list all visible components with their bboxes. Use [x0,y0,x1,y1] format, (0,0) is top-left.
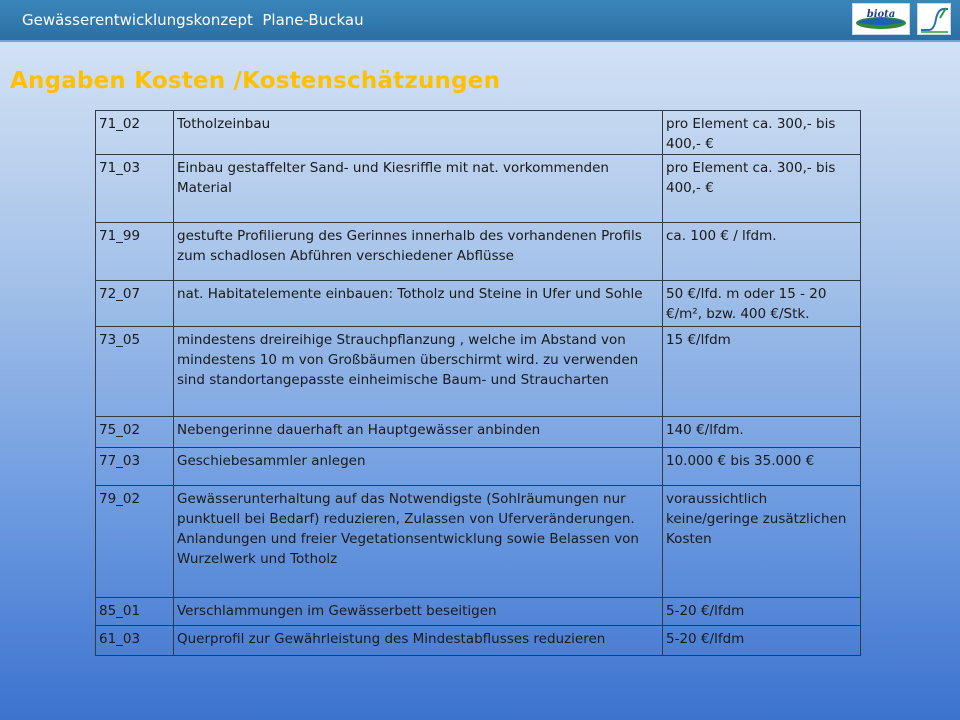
cost-cell: 50 €/lfd. m oder 15 - 20 €/m², bzw. 400 €/Stk. [663,281,861,327]
code-cell: 73_05 [96,327,174,417]
table-row [96,281,861,327]
cost-cell: pro Element ca. 300,- bis 400,- € [663,111,861,155]
cost-cell: 15 €/lfdm [663,327,861,417]
biota-logo [852,3,910,35]
page-title: Angaben Kosten /Kostenschätzungen [10,68,501,94]
table-row [96,598,861,626]
measure-cell: Querprofil zur Gewährleistung des Mindestabflusses reduzieren [174,626,663,656]
measure-cell: Geschiebesammler anlegen [174,448,663,486]
cost-cell: ca. 100 € / lfdm. [663,223,861,281]
table-row [96,448,861,486]
measure-cell: gestufte Profilierung des Gerinnes innerhalb des vorhandenen Profils zum schadlosen Abführen verschiedener Abflüsse [174,223,663,281]
code-cell: 79_02 [96,486,174,598]
measure-cell: nat. Habitatelemente einbauen: Totholz und Steine in Ufer und Sohle [174,281,663,327]
code-cell: 85_01 [96,598,174,626]
table-row [96,111,861,155]
curve-logo [917,3,951,35]
logo-text: biota [866,9,896,20]
measure-cell: Nebengerinne dauerhaft an Hauptgewässer anbinden [174,417,663,448]
measure-cell: Verschlammungen im Gewässerbett beseitigen [174,598,663,626]
table-row [96,486,861,598]
header-bar [0,0,960,42]
code-cell: 71_99 [96,223,174,281]
measure-cell: mindestens dreireihige Strauchpflanzung , welche im Abstand von mindestens 10 m von Großbäumen überschirmt wird. zu verwenden sind standortangepasste einheimische Baum- und Straucharten [174,327,663,417]
cost-cell: 10.000 € bis 35.000 € [663,448,861,486]
code-cell: 71_02 [96,111,174,155]
code-cell: 77_03 [96,448,174,486]
cost-cell: 5-20 €/lfdm [663,598,861,626]
code-cell: 72_07 [96,281,174,327]
presentation-title: Gewässerentwicklungskonzept Plane-Buckau [22,11,364,29]
table-row [96,327,861,417]
cost-cell: voraussichtlich keine/geringe zusätzlichen Kosten [663,486,861,598]
cost-cell: 140 €/lfdm. [663,417,861,448]
table-row [96,155,861,223]
table-row [96,626,861,656]
measure-cell: Gewässerunterhaltung auf das Notwendigste (Sohlräumungen nur punktuell bei Bedarf) reduzieren, Zulassen von Uferveränderungen. Anlandungen und freier Vegetationsentwicklung sowie Belassen von Wurzelwerk und Totholz [174,486,663,598]
code-cell: 75_02 [96,417,174,448]
cost-table [95,110,861,656]
measure-cell: Einbau gestaffelter Sand- und Kiesriffle mit nat. vorkommenden Material [174,155,663,223]
cost-cell: 5-20 €/lfdm [663,626,861,656]
measure-cell: Totholzeinbau [174,111,663,155]
cost-cell: pro Element ca. 300,- bis 400,- € [663,155,861,223]
code-cell: 71_03 [96,155,174,223]
table-row [96,223,861,281]
code-cell: 61_03 [96,626,174,656]
table-row [96,417,861,448]
